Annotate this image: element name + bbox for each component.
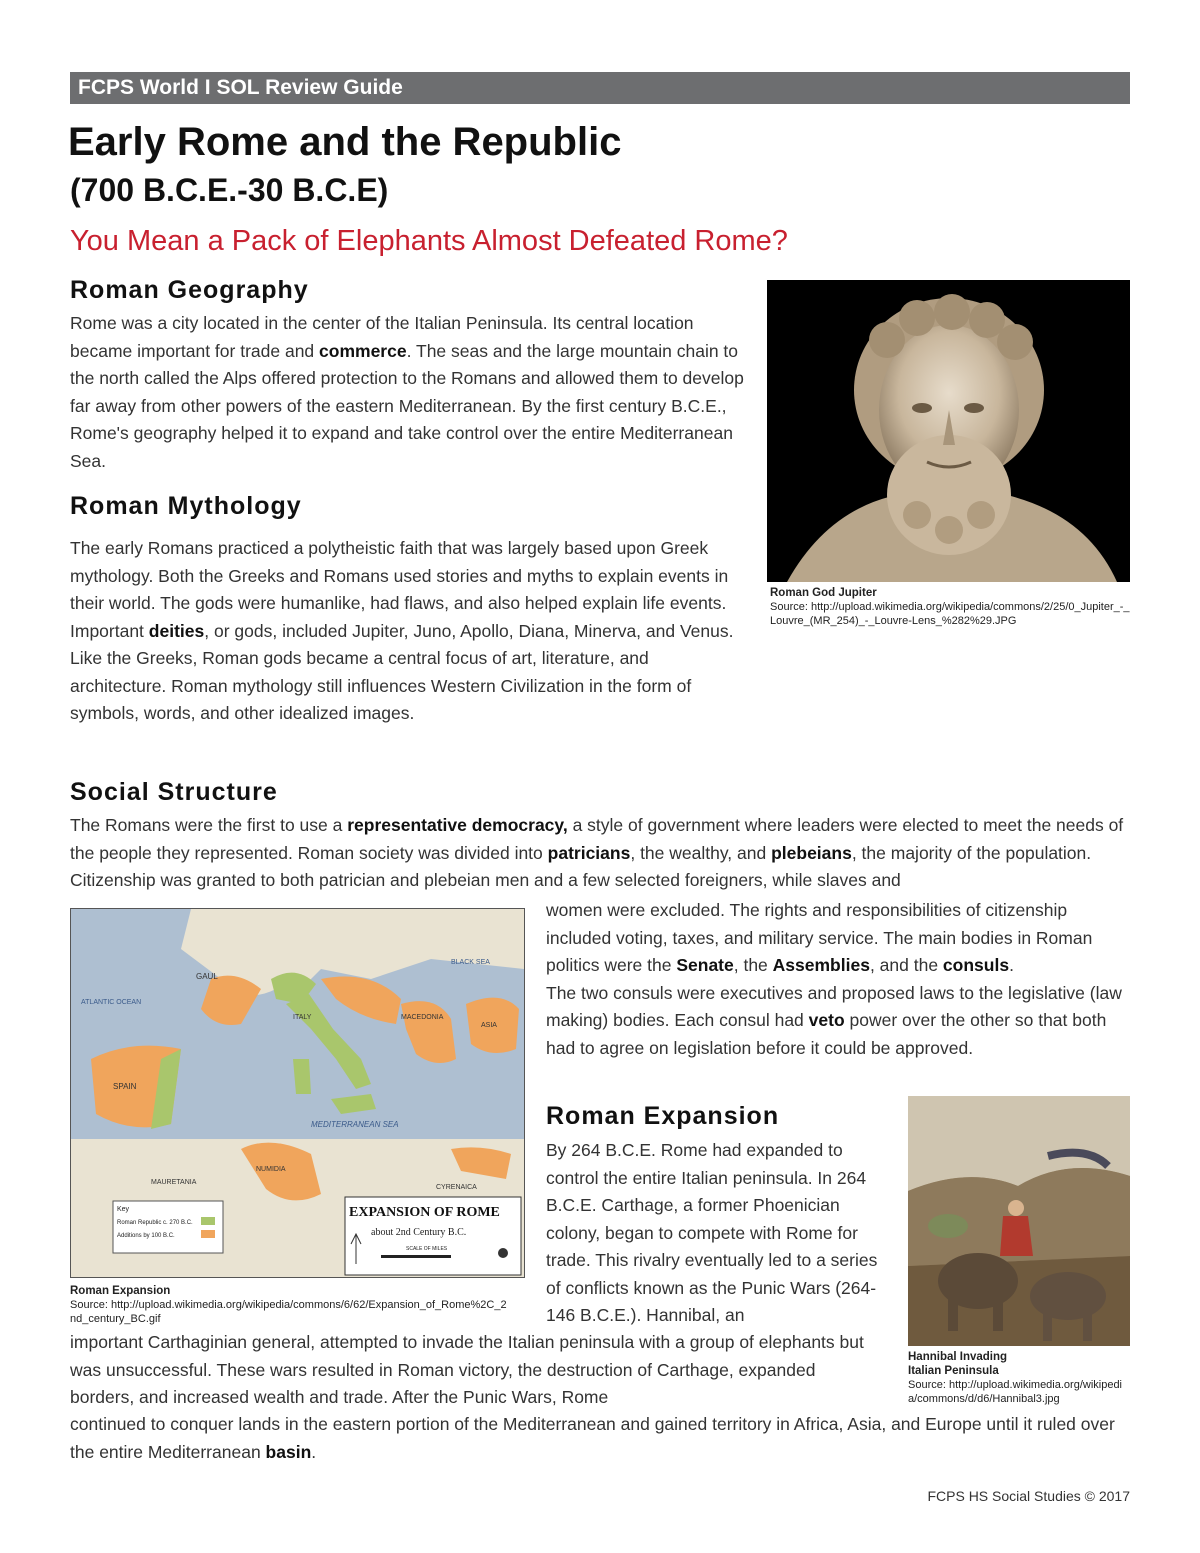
svg-text:Roman Republic c. 270 B.C.: Roman Republic c. 270 B.C. [117, 1220, 193, 1226]
page-title: Early Rome and the Republic [68, 120, 622, 164]
geography-paragraph: Rome was a city located in the center of the Italian Peninsula. Its central location became important for trade and commerce. The seas and the large mountain chain to the north called the Alps offered protection to the Romans and allowed them to develop far away from other powers of the eastern Mediterranean. By the first century B.C.E., Rome's geography helped it to expand and take control over the entire Mediterranean Sea. [70, 313, 744, 471]
social-paragraph-full: The Romans were the first to use a representative democracy, a style of government where leaders were elected to meet the needs of the people they represented. Roman society was divided into patricians, the wealthy, and plebeians, the majority of the population. Citizenship was granted to both patrician and plebeian men and a few selected foreigners, while slaves and [70, 815, 1124, 890]
social-paragraph-right: women were excluded. The rights and responsibilities of citizenship included voting, taxes, and military service. The main bodies in Roman politics were the Senate, the Assemblies, and the consuls. The two consuls were executives and proposed laws to the legislative (law making) bodies. Each consul had veto power over the other so that both had to agree on legislation before it could be approved. [546, 900, 1122, 1058]
svg-text:Key: Key [117, 1206, 130, 1213]
map-label-black-sea: BLACK SEA [451, 959, 490, 966]
svg-text:about 2nd Century B.C.: about 2nd Century B.C. [371, 1227, 467, 1238]
jupiter-bust-image [767, 280, 1130, 582]
map-label-numidia: NUMIDIA [256, 1166, 286, 1173]
jupiter-caption [770, 586, 1130, 628]
expansion-paragraph-wide-2: continued to conquer lands in the eastern portion of the Mediterranean and gained territory in Africa, Asia, and Europe until it ruled over the entire Mediterranean basin. [70, 1414, 1115, 1462]
map-caption [70, 1284, 510, 1326]
mythology-paragraph: The early Romans practiced a polytheistic faith that was largely based upon Greek mythology. Both the Greeks and Romans used stories and myths to explain events in their world. The gods were humanlike, had flaws, and also helped explain life events. Important deities, or gods, included Jupiter, Juno, Apollo, Diana, Minerva, and Venus. Like the Greeks, Roman gods became a central focus of art, literature, and architecture. Roman mythology still influences Western Civilization in the form of symbols, words, and other idealized images. [70, 538, 734, 723]
map-label-asia: ASIA [481, 1022, 497, 1029]
page-dates: (700 B.C.E.-30 B.C.E) [70, 172, 389, 208]
map-label-cyrenaica: CYRENAICA [436, 1184, 477, 1191]
map-key [113, 1201, 223, 1253]
header-banner: FCPS World I SOL Review Guide [70, 72, 1130, 104]
map-label-spain: SPAIN [113, 1082, 137, 1091]
hannibal-painting-image [908, 1096, 1130, 1346]
map-label-mauretania: MAURETANIA [151, 1179, 197, 1186]
map-label-med-sea: MEDITERRANEAN SEA [311, 1120, 399, 1129]
map-title-box [345, 1197, 521, 1275]
map-label-macedonia: MACEDONIA [401, 1014, 444, 1021]
map-caption-title: Roman Expansion [70, 1285, 171, 1297]
map-label-atlantic: ATLANTIC OCEAN [81, 999, 142, 1006]
map-label-italy: ITALY [293, 1014, 312, 1021]
mythology-heading: Roman Mythology [70, 492, 302, 520]
footer-copyright: FCPS HS Social Studies © 2017 [927, 1488, 1130, 1504]
map-label-gaul: GAUL [196, 972, 218, 981]
expansion-heading: Roman Expansion [546, 1102, 780, 1130]
expansion-paragraph-wide-1: important Carthaginian general, attempted to invade the Italian peninsula with a group of elephants but was unsuccessful. These wars resulted in Roman victory, the destruction of Carthage, expanded borders, and increased wealth and trade. After the Punic Wars, Rome [70, 1332, 864, 1407]
expansion-paragraph-narrow: By 264 B.C.E. Rome had expanded to control the entire Italian peninsula. In 264 B.C.E. Carthage, a former Phoenician colony, began to compete with Rome for trade. This rivalry eventually led to a series of conflicts known as the Punic Wars (264-146 B.C.E.). Hannibal, an [546, 1140, 878, 1325]
hannibal-caption-source: Source: http://upload.wikimedia.org/wikipedia/commons/d/d6/Hannibal3.jpg [908, 1379, 1123, 1405]
hannibal-caption-title-1: Hannibal Invading [908, 1351, 1008, 1363]
hannibal-caption [908, 1350, 1130, 1406]
geography-heading: Roman Geography [70, 276, 309, 304]
jupiter-caption-source: Source: http://upload.wikimedia.org/wikipedia/commons/2/25/0_Jupiter_-_Louvre_(MR_254)_-_Louvre-Lens_%282%29.JPG [770, 601, 1130, 627]
map-caption-source: Source: http://upload.wikimedia.org/wikipedia/commons/6/62/Expansion_of_Rome%2C_2nd_century_BC.gif [70, 1299, 507, 1325]
jupiter-caption-title: Roman God Jupiter [770, 587, 877, 599]
expansion-map [70, 908, 525, 1278]
hannibal-caption-title-2: Italian Peninsula [908, 1365, 999, 1377]
svg-text:Additions by 100 B.C.: Additions by 100 B.C. [117, 1233, 175, 1239]
page-subtitle: You Mean a Pack of Elephants Almost Defeated Rome? [70, 225, 788, 257]
svg-text:EXPANSION OF ROME: EXPANSION OF ROME [349, 1205, 500, 1220]
svg-text:SCALE OF MILES: SCALE OF MILES [406, 1246, 448, 1252]
social-heading: Social Structure [70, 778, 278, 806]
